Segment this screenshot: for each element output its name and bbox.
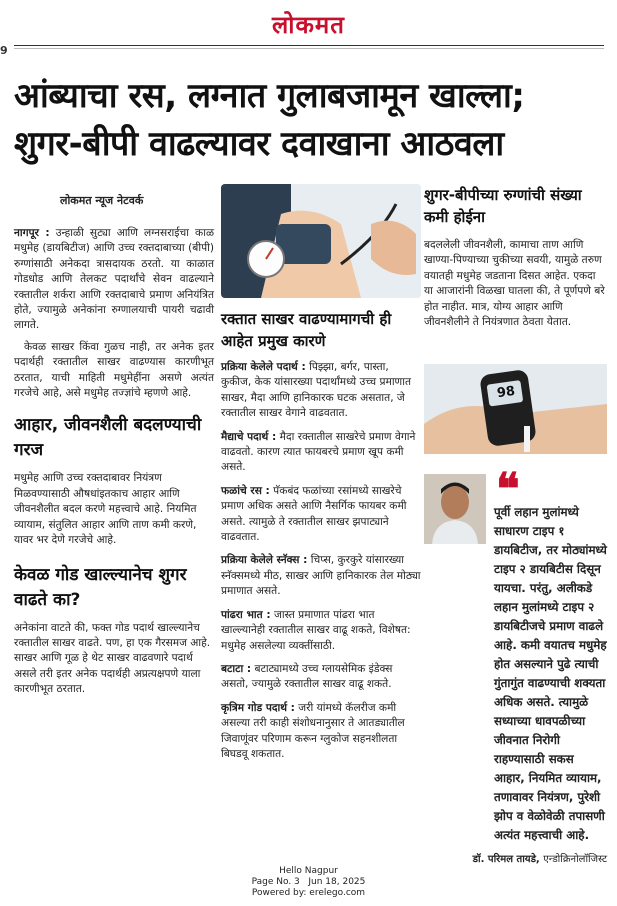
cause-label: कृत्रिम गोड पदार्थ : (221, 701, 295, 714)
subheading-patients: शुगर-बीपीच्या रुग्णांची संख्या कमी होईना (424, 186, 582, 226)
byline: लोकमत न्यूज नेटवर्क (60, 194, 144, 207)
column-1 (14, 226, 214, 698)
paragraph: मधुमेह आणि उच्च रक्तदाबावर नियंत्रण मिळवण्यासाठी औषधांइतकाच आहार आणि जीवनशैलीत बदल करणे महत्त्वाचे आहे. नियमित व्यायाम, संतुलित आहार आणि ताण कमी करणे, यावर भर देणे गरजेचे आहे. (14, 472, 197, 547)
cause-item (221, 360, 421, 422)
cause-text: पिझ्झा, बर्गर, पास्ता, कुकीज, केक यांसारख्या पदार्थांमध्ये उच्च प्रमाणात साखर, मैदा आणि हानिकारक घटक असतात, जे रक्तातील साखर वेगाने वाढवतात. (221, 361, 411, 420)
cause-item (221, 430, 421, 476)
column-2 (221, 308, 421, 762)
masthead-rule-thin (14, 48, 604, 49)
cause-text: जास्त प्रमाणात पांढरा भात खाल्ल्यानेही रक्तातील साखर वाढू शकते, विशेषत: मधुमेह असलेल्या व्यक्तींसाठी. (221, 608, 411, 652)
cause-text: बटाट्यामध्ये उच्च ग्लायसेमिक इंडेक्स असतो, ज्यामुळे रक्तातील साखर वाढू शकते. (221, 662, 393, 691)
signature-name: डॉ. परिमल तायडे, (472, 854, 540, 865)
footer-page: Page No. 3 (251, 877, 300, 887)
cause-item (221, 662, 421, 693)
glucometer-photo (424, 364, 607, 454)
newspaper-logo: लोकमत (272, 10, 345, 39)
masthead (0, 0, 617, 57)
causes-list (221, 360, 421, 762)
paragraph: बदललेली जीवनशैली, कामाचा ताण आणि खाण्या-पिण्याच्या चुकीच्या सवयी, यामुळे तरुण वयातही मधुमेह जडताना दिसत आहेत. एकदा या आजारांनी विळखा घातला की, ते पूर्णपणे बरे होत नाहीत. मात्र, योग्य आहार आणि जीवनशैलीने ते नियंत्रणात ठेवता येतात. (424, 239, 605, 329)
cause-item (221, 701, 421, 763)
footer-date: Jun 18, 2025 (308, 877, 366, 887)
cause-label: मैद्याचे पदार्थ : (221, 430, 277, 443)
subheading-sweets: केवळ गोड खाल्ल्यानेच शुगर वाढते का? (14, 564, 187, 610)
cause-text: चिप्स, कुरकुरे यांसारख्या स्नॅक्समध्ये मीठ, साखर आणि हानिकारक तेल मोठ्या प्रमाणात असते. (221, 554, 421, 598)
cause-item (221, 608, 421, 654)
headline-line-2: शुगर-बीपी वाढल्यावर दवाखाना आठवला (14, 124, 504, 164)
cause-label: प्रक्रिया केलेले पदार्थ : (221, 361, 306, 373)
bp-measurement-photo (221, 184, 421, 298)
footer-page-date (0, 877, 617, 888)
footer-powered: Powered by: erelego.com (251, 888, 366, 898)
cause-item (221, 553, 421, 599)
headline-line-1: आंब्याचा रस, लग्नात गुलाबजामून खाल्ला; (14, 76, 525, 116)
paragraph: अनेकांना वाटते की, फक्त गोड पदार्थ खाल्ल्यानेच रक्तातील साखर वाढते. पण, हा एक गैरसमज आहे. साखर आणि गूळ हे थेट साखर वाढवणारे पदार्थ असले तरी इतर अनेक पदार्थही अप्रत्यक्षपणे याला कारणीभूत ठरतात. (14, 621, 211, 696)
subheading-causes: रक्तात साखर वाढण्यामागची ही आहेत प्रमुख कारणे (221, 310, 392, 350)
column-3 (424, 184, 607, 330)
lead-paragraph (14, 226, 214, 334)
cause-text: जरी यांमध्ये कॅलरीज कमी असल्या तरी काही संशोधनानुसार ते आतड्यातील जिवाणूंवर परिणाम करून ग्लुकोज सहनशीलता बिघडवू शकतात. (221, 701, 405, 760)
doctor-quote: पूर्वी लहान मुलांमध्ये साधारण टाइप १ डायबिटीज, तर मोठ्यांमध्ये टाइप २ डायबिटीस दिसून यायचा. परंतु, अलीकडे लहान मुलांमध्ये टाइप २ डायबिटीजचे प्रमाण वाढले आहे. कमी वयातच मधुमेह होत असल्याने पुढे त्याची गुंतागुंत वाढण्याची शक्यता अधिक असते. त्यामुळे सध्याच्या धावपळीच्या जीवनात निरोगी राहण्यासाठी सकस आहार, नियमित व्यायाम, तणावावर नियंत्रण, पुरेशी झोप व वेळोवेळी तपासणी अत्यंत महत्त्वाची आहे. (494, 505, 607, 842)
cause-item (221, 484, 421, 546)
quote-mark-icon: ❝ (496, 464, 520, 515)
dateline: नागपूर : (14, 227, 50, 239)
cause-text: मैदा रक्तातील साखरेचे प्रमाण वेगाने वाढवतो. कारण त्यात फायबरचे प्रमाण खूप कमी असते. (221, 430, 416, 474)
meter-reading: 98 (496, 383, 517, 402)
quote-block (424, 503, 607, 865)
masthead-rule (14, 45, 604, 46)
cause-label: बटाटा : (221, 662, 252, 675)
page-footer (0, 866, 617, 899)
lead-text: उन्हाळी सुट्या आणि लग्नसराईचा काळ मधुमेह (डायबिटीज) आणि उच्च रक्तदाबाच्या (बीपी) रुग्णांसाठी अनेकदा त्रासदायक ठरतो. या काळात गोडधोड आणि तेलकट पदार्थांचे सेवन वाढल्याने रक्तातील शर्करा आणि रक्तदाबाचे प्रमाण अनियंत्रित होते, ज्यामुळे अनेकांना रुग्णालयाची पायरी चढावी लागते. (14, 227, 214, 332)
cause-label: पांढरा भात : (221, 608, 271, 621)
edge-mark: 9 (0, 44, 8, 57)
headline (14, 72, 609, 168)
cause-text: पॅकबंद फळांच्या रसांमध्ये साखरेचे प्रमाण अधिक असते आणि नैसर्गिक फायबर कमी असते. त्यामुळे ते रक्तातील साखर झपाट्याने वाढवतात. (221, 484, 407, 544)
cause-label: फळांचे रस : (221, 484, 270, 497)
subheading-lifestyle: आहार, जीवनशैली बदलण्याची गरज (14, 415, 202, 461)
signature (424, 851, 607, 865)
cause-label: प्रक्रिया केलेले स्नॅक्स : (221, 554, 308, 567)
signature-role: एन्डोक्रिनोलॉजिस्ट (543, 854, 607, 865)
footer-edition: Hello Nagpur (279, 866, 338, 876)
paragraph: केवळ साखर किंवा गुळच नाही, तर अनेक इतर पदार्थही रक्तातील साखर वाढण्यास कारणीभूत ठरतात, याची माहिती मधुमेहींना असणे अत्यंत गरजेचे आहे, असे मधुमेह तज्ज्ञांचे म्हणणे आहे. (14, 340, 214, 400)
